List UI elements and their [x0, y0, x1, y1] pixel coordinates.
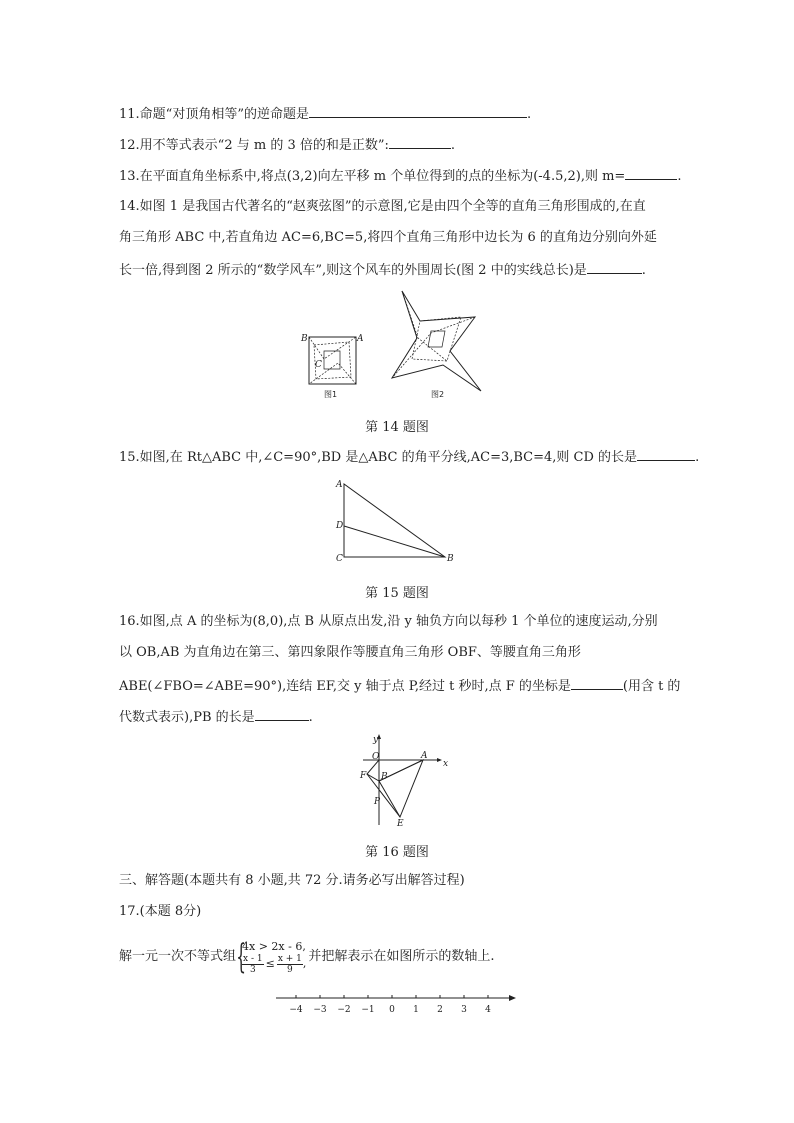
- q16-axis-x-label: x: [443, 759, 449, 769]
- q16-figure-caption: 第 16 题图: [365, 845, 429, 860]
- fig2-caption: 图2: [431, 390, 445, 399]
- number-line-tick-label: −1: [361, 1005, 375, 1015]
- q17-inequality-1: 4x > 2x - 6,: [242, 939, 306, 953]
- number-line-tick-label: −2: [337, 1005, 351, 1015]
- q14-figure-caption: 第 14 题图: [365, 420, 429, 435]
- fig1-point-c: C: [315, 360, 322, 370]
- q16-line-3: [119, 676, 679, 696]
- number-line-tick-label: 2: [437, 1005, 443, 1015]
- q14-line-2: 角三角形 ABC 中,若直角边 AC=6,BC=5,将四个直角三角形中边长为 6 的直角边分别向外延: [119, 230, 657, 245]
- question-15: 15.如图,在 Rt△ABC 中,∠C=90°,BD 是△ABC 的角平分线,AC=3,BC=4,则 CD 的长是 .: [119, 447, 679, 467]
- fraction-left: $\frac{x - 1}{3}$: [243, 953, 263, 975]
- q14-figures: [300, 285, 480, 405]
- q16-line-1: 16.如图,点 A 的坐标为(8,0),点 B 从原点出发,沿 y 轴负方向以每秒 1 个单位的速度运动,分别: [119, 614, 658, 629]
- question-12: 12.用不等式表示“2 与 m 的 3 倍的和是正数”: .: [119, 135, 679, 155]
- number-line-tick-label: −4: [289, 1005, 303, 1015]
- number-line-tick-label: 1: [413, 1005, 419, 1015]
- q16-point-e: E: [397, 819, 404, 829]
- q17-header: 17.(本题 8分): [119, 904, 202, 919]
- q16-point-b: B: [381, 772, 388, 782]
- fig1-caption: 图1: [324, 390, 338, 399]
- section-3-heading: 三、解答题(本题共有 8 小题,共 72 分.请务必写出解答过程): [119, 873, 465, 888]
- question-13: 13.在平面直角坐标系中,将点(3,2)向左平移 m 个单位得到的点的坐标为(-4.5,2),则 m= .: [119, 166, 679, 186]
- q14-line-1: 14.如图 1 是我国古代著名的“赵爽弦图”的示意图,它是由四个全等的直角三角形围成的,在直: [119, 199, 646, 214]
- q15-point-a: A: [336, 480, 343, 490]
- q15-point-c: C: [336, 554, 343, 564]
- fig1-point-a: A: [357, 334, 364, 344]
- q16-point-f: F: [360, 771, 367, 781]
- q12-text: 12.用不等式表示“2 与 m 的 3 倍的和是正数”:: [119, 138, 389, 153]
- q13-answer-blank[interactable]: [625, 166, 677, 180]
- q14-answer-blank[interactable]: [587, 260, 642, 274]
- q14-line-3: 长一倍,得到图 2 所示的“数学风车”,则这个风车的外围周长(图 2 中的实线总长)是 .: [119, 260, 679, 280]
- q11-answer-blank[interactable]: [309, 104, 527, 118]
- inequality-system: [242, 940, 306, 975]
- q16-point-p: P: [374, 797, 381, 807]
- number-line-tick-label: 3: [461, 1005, 467, 1015]
- q15-point-b: B: [447, 554, 454, 564]
- q11-text: 11.命题“对顶角相等”的逆命题是: [119, 107, 309, 122]
- q15-figure-caption: 第 15 题图: [365, 586, 429, 601]
- q15-text: 15.如图,在 Rt△ABC 中,∠C=90°,BD 是△ABC 的角平分线,AC=3,BC=4,则 CD 的长是: [119, 450, 638, 465]
- q16-answer-blank-2[interactable]: [255, 707, 309, 721]
- q16-text-c: 代数式表示),PB 的长是: [119, 710, 255, 725]
- q16-text-a: ABE(∠FBO=∠ABE=90°),连结 EF,交 y 轴于点 P,经过 t 秒时,点 F 的坐标是: [119, 679, 571, 694]
- question-17: [119, 937, 679, 977]
- arrow-right-icon: [509, 995, 516, 1001]
- q16-line-2: 以 OB,AB 为直角边在第三、第四象限作等腰直角三角形 OBF、等腰直角三角形: [119, 645, 581, 660]
- q12-answer-blank[interactable]: [389, 135, 451, 149]
- q16-point-a: A: [421, 751, 428, 761]
- q17-inequality-2: $\frac{x - 1}{3}$ ≤ $\frac{x + 1}{9}$ ,: [243, 953, 307, 975]
- q13-text: 13.在平面直角坐标系中,将点(3,2)向左平移 m 个单位得到的点的坐标为(-4.5,2),则 m=: [119, 169, 626, 184]
- q16-axis-y-label: y: [373, 735, 379, 745]
- fraction-right: $\frac{x + 1}{9}$: [277, 953, 302, 975]
- q17-prefix: 解一元一次不等式组: [119, 949, 237, 964]
- figure-1-string-diagram: [300, 334, 364, 399]
- brace-icon: {: [236, 937, 246, 977]
- number-line: [272, 992, 522, 1022]
- q16-line-4: 代数式表示),PB 的长是 .: [119, 707, 679, 727]
- q15-point-d: D: [336, 521, 344, 531]
- q16-point-o: O: [372, 752, 380, 762]
- q16-figure-coordinate: [357, 733, 457, 828]
- fig1-point-b: B: [301, 334, 308, 344]
- question-11: 11.命题“对顶角相等”的逆命题是 .: [119, 104, 679, 124]
- q14-text: 长一倍,得到图 2 所示的“数学风车”,则这个风车的外围周长(图 2 中的实线总长)是: [119, 263, 587, 278]
- figure-2-pinwheel: [392, 291, 481, 399]
- q17-suffix: 并把解表示在如图所示的数轴上.: [308, 949, 495, 964]
- number-line-tick-label: −3: [313, 1005, 327, 1015]
- q16-text-b: (用含 t 的: [622, 679, 681, 694]
- number-line-tick-label: 4: [485, 1005, 491, 1015]
- q15-answer-blank[interactable]: [637, 447, 695, 461]
- q15-figure-triangle: [335, 478, 465, 568]
- number-line-tick-label: 0: [389, 1005, 395, 1015]
- q16-answer-blank-1[interactable]: [571, 676, 623, 690]
